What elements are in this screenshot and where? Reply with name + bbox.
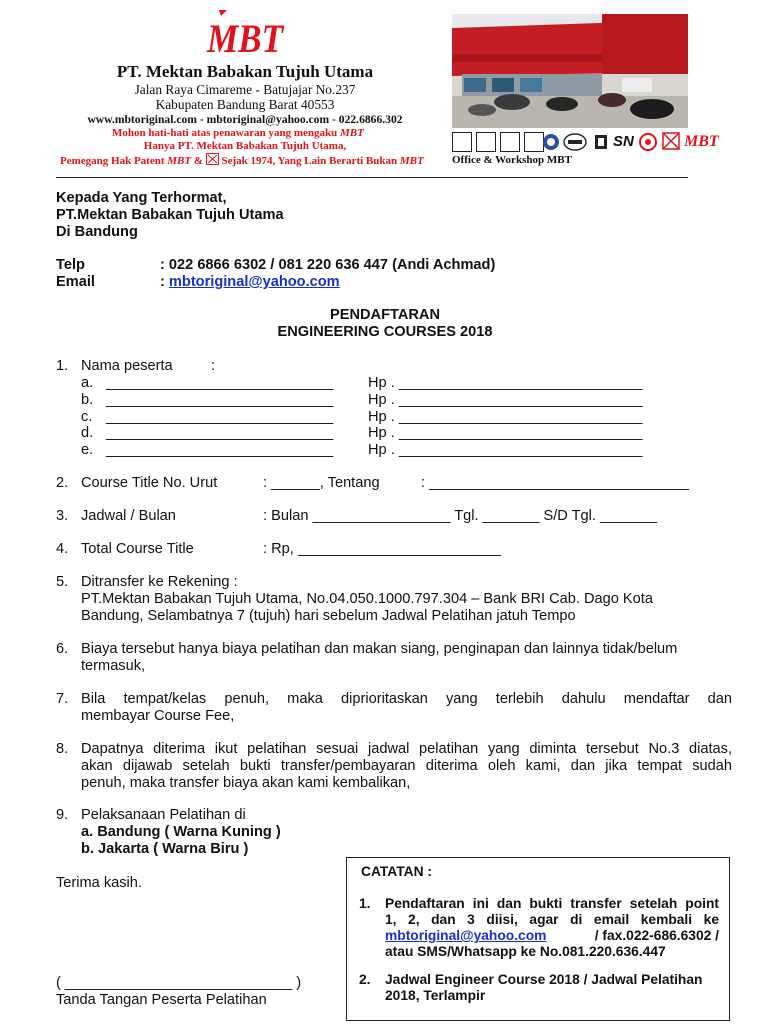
rekening-line-2: PT.Mektan Babakan Tujuh Utama, No.04.050.1000.797.304 – Bank BRI Cab. Dago Kota (81, 591, 653, 607)
cert-box-2 (476, 132, 496, 152)
item-number: 3. (56, 508, 69, 524)
stamp-icon (662, 132, 680, 152)
item-number: 1. (56, 358, 69, 374)
dapat-line-3: penuh, maka transfer biaya akan kami kembalikan, (81, 775, 411, 791)
participant-letter: b. (81, 392, 94, 408)
location-jakarta: b. Jakarta ( Warna Biru ) (81, 841, 249, 857)
mbt-logo (205, 8, 285, 61)
course-topic-field[interactable]: : ________________________________ (421, 475, 689, 491)
stamp-icon (206, 153, 219, 165)
note-2-line-1: Jadwal Engineer Course 2018 / Jadwal Pelatihan (385, 972, 703, 987)
address-line-2: Kabupaten Bandung Barat 40553 (155, 97, 335, 112)
tempat-line-1: Bila tempat/kelas penuh, maka diprioritaskan yang terlebih dahulu mendaftar dan (81, 691, 732, 707)
course-title-label: Course Title No. Urut (81, 475, 218, 491)
photo-caption: Office & Workshop MBT (452, 154, 572, 166)
jadwal-label: Jadwal / Bulan (81, 508, 176, 524)
warning-text-3c: Sejak 1974, Yang Lain Berarti Bukan (221, 155, 398, 167)
addressee-line-2: PT.Mektan Babakan Tujuh Utama (56, 207, 284, 223)
participant-name-field[interactable]: ____________________________ (106, 409, 334, 425)
note-2-line-2: 2018, Terlampir (385, 988, 486, 1003)
item-number: 7. (56, 691, 69, 707)
mini-logo: MBT (339, 127, 364, 139)
course-title-field[interactable]: : ______, Tentang (263, 475, 380, 491)
contact-line: www.mbtoriginal.com - mbtoriginal@yahoo.com - 022.6866.302 (87, 113, 403, 126)
signature-label: Tanda Tangan Peserta Pelatihan (56, 992, 267, 1008)
addressee-line-3: Di Bandung (56, 224, 138, 240)
note-1-line-4: atau SMS/Whatsapp ke No.081.220.636.447 (385, 944, 666, 959)
note-number: 1. (359, 896, 371, 911)
warning-text-3b: & (193, 155, 203, 167)
item-number: 2. (56, 475, 69, 491)
note-email-link[interactable]: mbtoriginal@yahoo.com (385, 928, 547, 943)
item-number: 5. (56, 574, 69, 590)
cert-box-1 (452, 132, 472, 152)
mbt-small-logo: MBT (684, 133, 719, 150)
rekening-line-3: Bandung, Selambatnya 7 (tujuh) hari sebelum Jadwal Pelatihan jatuh Tempo (81, 608, 576, 624)
addressee-line-1: Kepada Yang Terhormat, (56, 190, 227, 206)
standard-mark-icon (592, 132, 610, 152)
pelaksanaan-label: Pelaksanaan Pelatihan di (81, 807, 246, 823)
participant-hp-field[interactable]: Hp . ______________________________ (368, 442, 643, 458)
participant-letter: a. (81, 375, 94, 391)
dapat-line-2: akan dijawab setelah bukti transfer/pembayaran diterima oleh kami, dan jika tempat sudah (81, 758, 732, 774)
email-row (160, 274, 340, 291)
participant-hp-field[interactable]: Hp . ______________________________ (368, 409, 643, 425)
participant-letter: d. (81, 425, 94, 441)
participant-name-field[interactable]: ____________________________ (106, 375, 334, 391)
note-1-line-1: Pendaftaran ini dan bukti transfer setelah point (385, 896, 719, 911)
item-number: 9. (56, 807, 69, 823)
warning-text-1: Mohon hati-hati atas penawaran yang mengaku (112, 127, 338, 139)
warning-line-3 (60, 153, 424, 168)
telp-label: Telp (56, 257, 85, 273)
logo-text: MBT (206, 16, 285, 61)
form-title-line-2: ENGINEERING COURSES 2018 (277, 324, 493, 340)
tempat-line-2: membayar Course Fee, (81, 708, 235, 724)
form-title-line-1: PENDAFTARAN (330, 307, 440, 323)
item-number: 6. (56, 641, 69, 657)
cert-box-3 (500, 132, 520, 152)
catatan-title: CATATAN : (361, 864, 433, 879)
certification-icon (541, 132, 561, 152)
participant-name-field[interactable]: ____________________________ (106, 392, 334, 408)
rekening-heading: Ditransfer ke Rekening : (81, 574, 238, 590)
participant-hp-field[interactable]: Hp . ______________________________ (368, 375, 643, 391)
catatan-box (346, 857, 730, 1021)
terima-kasih: Terima kasih. (56, 875, 142, 891)
participant-hp-field[interactable]: Hp . ______________________________ (368, 425, 643, 441)
total-course-label: Total Course Title (81, 541, 194, 557)
address-line-1: Jalan Raya Cimareme - Batujajar No.237 (134, 82, 356, 97)
company-name: PT. Mektan Babakan Tujuh Utama (116, 62, 374, 81)
email-link[interactable]: mbtoriginal@yahoo.com (168, 274, 340, 290)
item-number: 4. (56, 541, 69, 557)
signature-field[interactable]: ( ____________________________ ) (56, 975, 302, 991)
warning-line-1 (112, 127, 364, 140)
email-colon: : (160, 274, 169, 290)
tkdn-mark-icon (638, 132, 658, 152)
email-label: Email (56, 274, 95, 290)
sni-mark: SN (613, 133, 634, 150)
participant-hp-field[interactable]: Hp . ______________________________ (368, 392, 643, 408)
note-fax-text: / fax.022-686.6302 / (594, 928, 719, 943)
nama-peserta-colon: : (211, 358, 216, 374)
warning-line-2: Hanya PT. Mektan Babakan Tujuh Utama, (143, 140, 347, 152)
biaya-line-2: termasuk, (81, 658, 146, 674)
jadwal-field[interactable]: : Bulan _________________ Tgl. _______ S/D Tgl. _______ (263, 508, 657, 524)
biaya-line-1: Biaya tersebut hanya biaya pelatihan dan makan siang, penginapan dan lainnya tidak/belum (81, 641, 678, 657)
iso-mark-icon (562, 132, 588, 152)
warning-text-3a: Pemegang Hak Patent (60, 155, 165, 167)
participant-letter: e. (81, 442, 94, 458)
note-1-line-2: 1, 2, dan 3 diisi, agar di email kembali ke (385, 912, 719, 927)
item-number: 8. (56, 741, 69, 757)
nama-peserta-label: Nama peserta (81, 358, 173, 374)
note-1-line-3 (385, 928, 719, 944)
total-course-field[interactable]: : Rp, _________________________ (263, 541, 501, 557)
location-bandung: a. Bandung ( Warna Kuning ) (81, 824, 281, 840)
note-number: 2. (359, 972, 371, 987)
participant-name-field[interactable]: ____________________________ (106, 442, 334, 458)
mini-logo: MBT (167, 155, 192, 167)
participant-letter: c. (81, 409, 93, 425)
dapat-line-1: Dapatnya diterima ikut pelatihan sesuai jadwal pelatihan yang diminta tersebut No.3 diatas, (81, 741, 732, 757)
header-divider (56, 177, 688, 178)
mini-logo: MBT (399, 155, 424, 167)
office-photo (452, 14, 688, 128)
participant-name-field[interactable]: ____________________________ (106, 425, 334, 441)
telp-value: : 022 6866 6302 / 081 220 636 447 (Andi Achmad) (160, 257, 496, 273)
